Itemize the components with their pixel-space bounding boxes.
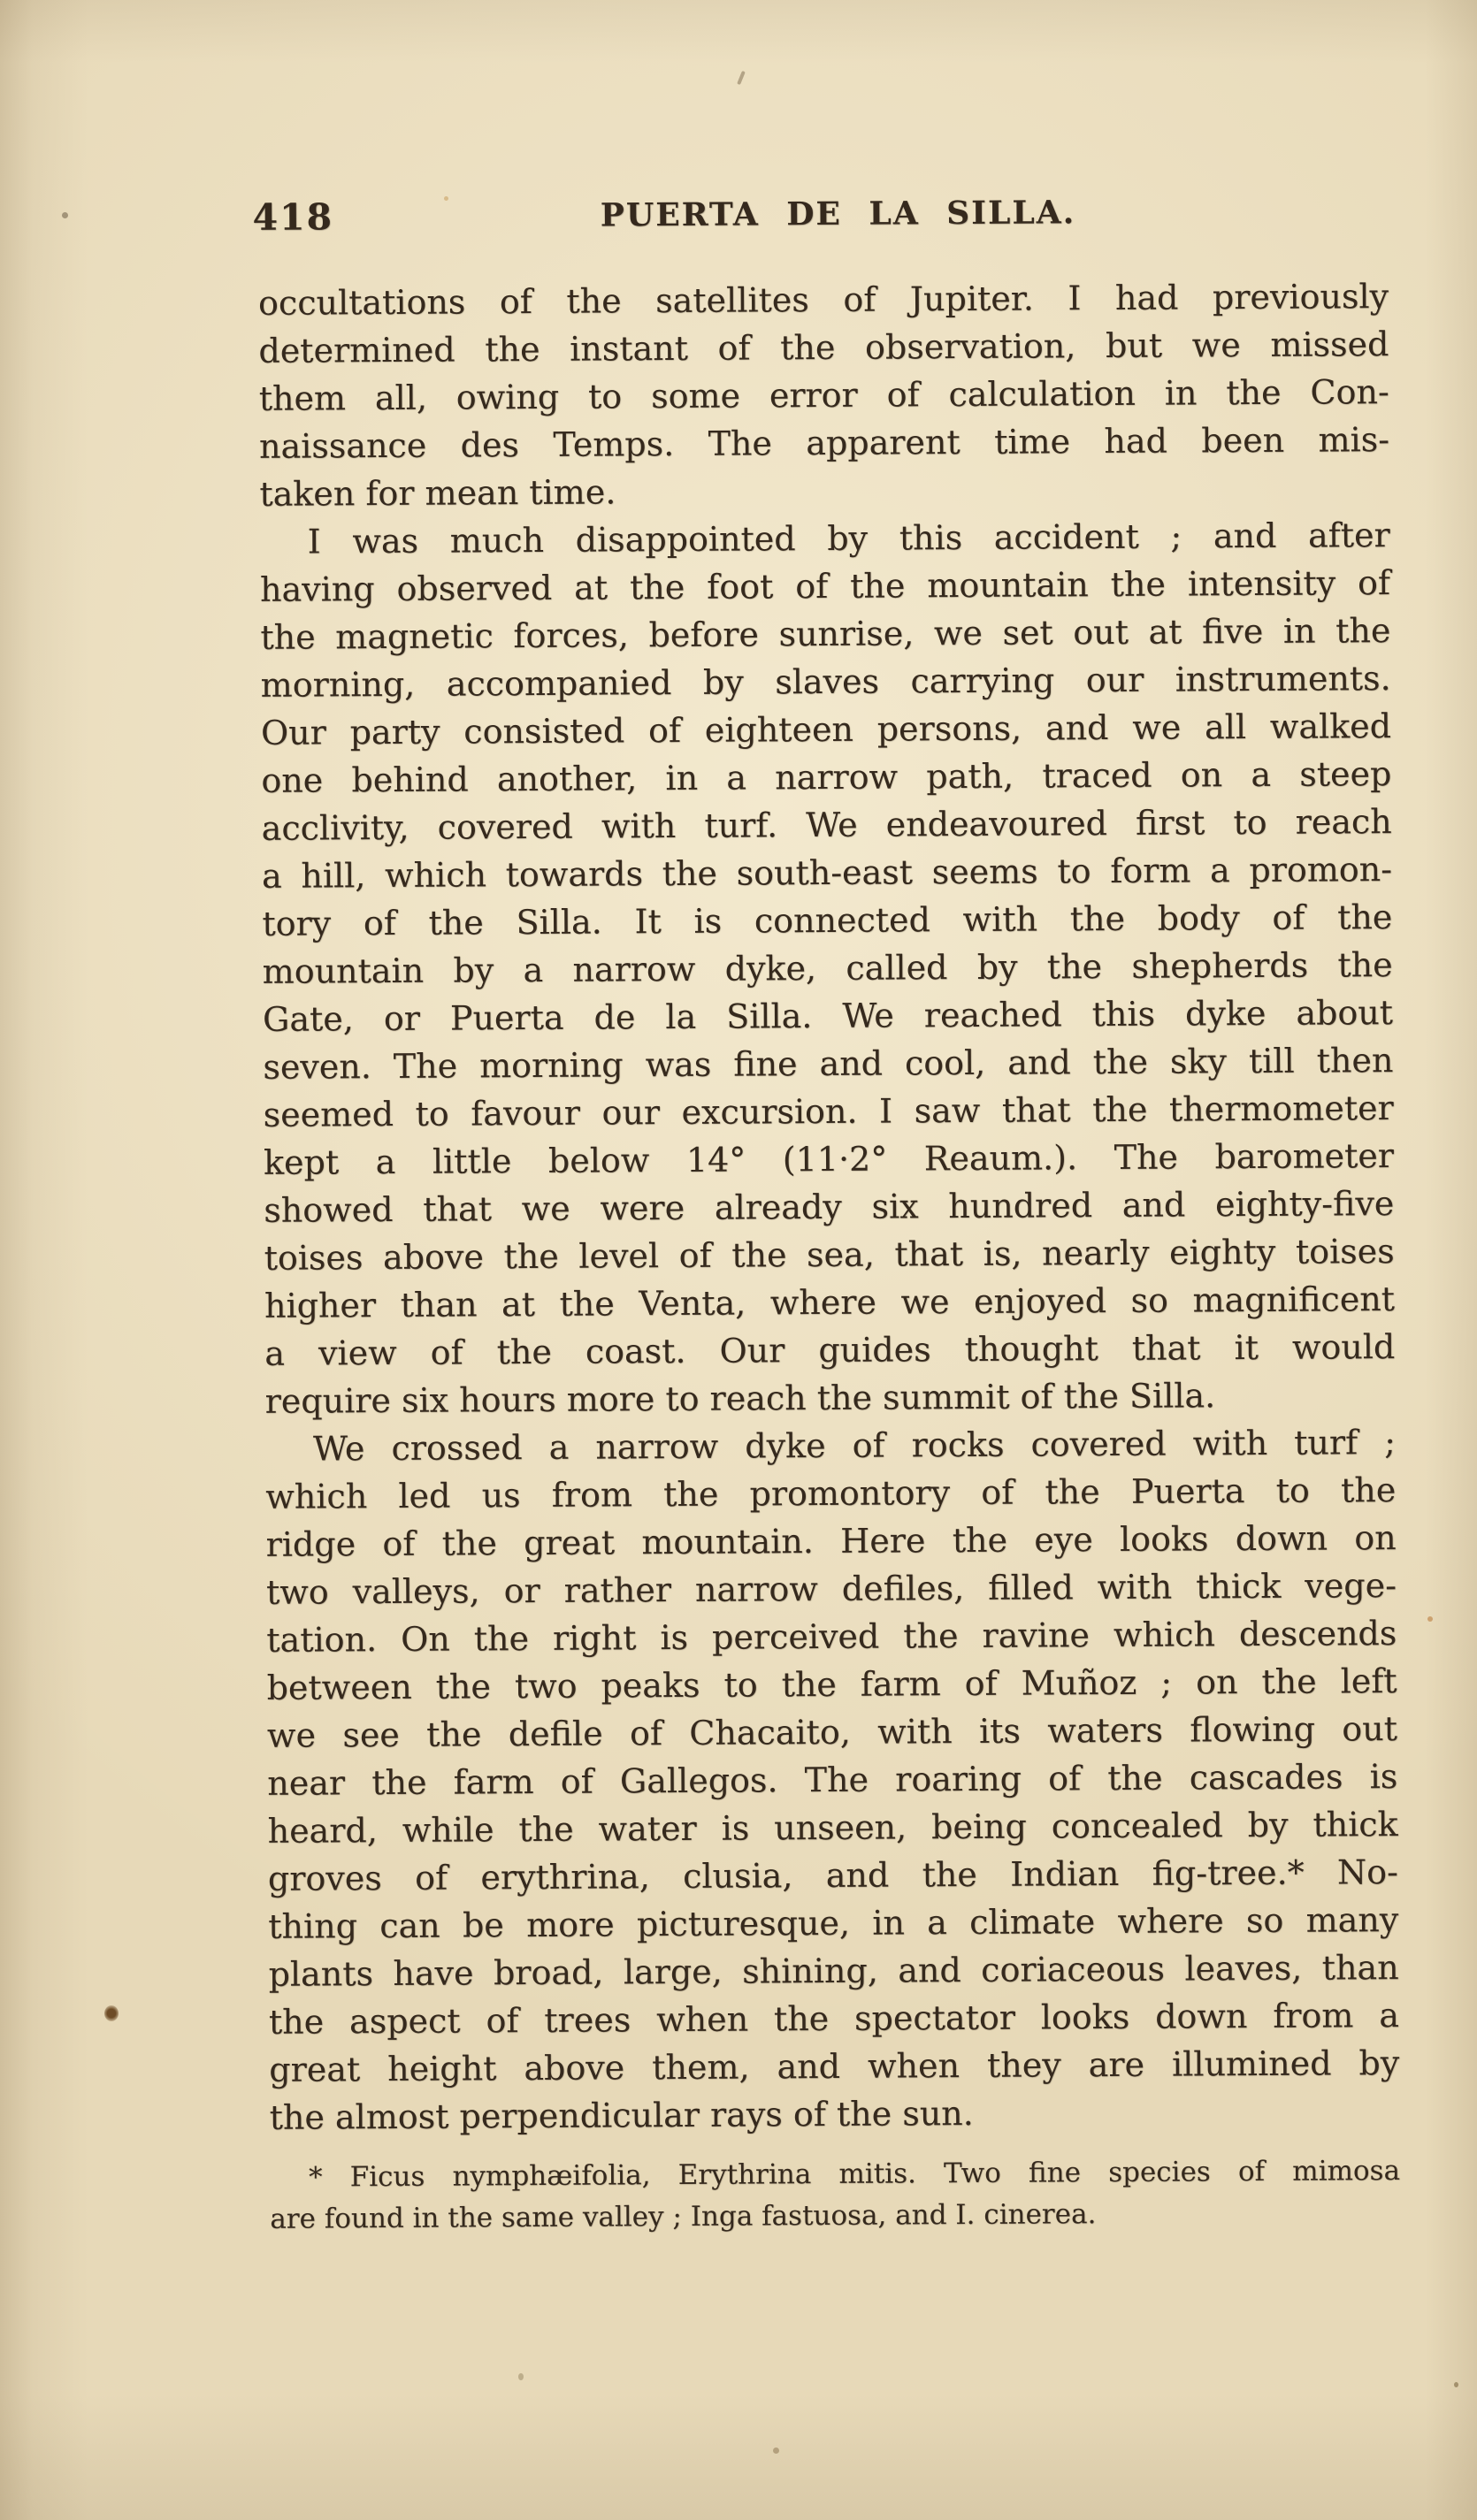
text-line: * Ficus nymphæifolia, Erythrina mitis. Two fine species of mimosa <box>308 2155 1401 2194</box>
text-line: tory of the Silla. It is connected with the body of the <box>262 897 1393 943</box>
text-line: seven. The morning was fine and cool, and the sky till then <box>263 1041 1394 1087</box>
text-line: plants have broad, large, shining, and coriaceous leaves, than <box>268 1948 1399 1994</box>
text-line: are found in the same valley ; Inga fastuosa, and I. cinerea. <box>270 2198 1097 2235</box>
paragraph <box>270 2150 1401 2241</box>
text-line: a view of the coast. Our guides thought that it would <box>264 1327 1396 1373</box>
text-line: occultations of the satellites of Jupiter. I had previously <box>257 277 1389 323</box>
running-head-row <box>252 189 1388 246</box>
paper-speck <box>444 196 448 201</box>
text-line: naissance des Temps. The apparent time had been mis- <box>258 420 1390 466</box>
text-line: great height above them, and when they are illumined by <box>269 2043 1400 2089</box>
text-line: thing can be more picturesque, in a climate where so many <box>268 1900 1399 1946</box>
text-line: one behind another, in a narrow path, traced on a steep <box>261 754 1392 800</box>
text-line: two valleys, or rather narrow defiles, filled with thick vege- <box>265 1566 1397 1612</box>
footnote <box>270 2150 1401 2241</box>
paragraph <box>258 272 1390 518</box>
text-line: groves of erythrina, clusia, and the Indian fig-tree.* No- <box>267 1852 1399 1898</box>
paper-speck <box>62 212 68 218</box>
text-line: toises above the level of the sea, that is, nearly eighty toises <box>264 1232 1395 1278</box>
text-line: I was much disappointed by this accident ; and after <box>307 515 1390 561</box>
paragraph <box>260 511 1396 1425</box>
text-line: between the two peaks to the farm of Muñoz ; on the left <box>266 1661 1397 1707</box>
text-line: the aspect of trees when the spectator looks down from a <box>268 1996 1400 2042</box>
text-line: taken for mean time. <box>259 472 616 514</box>
text-line: acclivity, covered with turf. We endeavoured first to reach <box>261 802 1392 848</box>
text-line: a hill, which towards the south-east seems to form a promon- <box>261 850 1393 896</box>
text-line: heard, while the water is unseen, being concealed by thick <box>267 1805 1398 1851</box>
text-line: require six hours more to reach the summit of the Silla. <box>264 1376 1216 1421</box>
text-line: which led us from the promontory of the Puerta to the <box>265 1470 1397 1516</box>
text-line: kept a little below 14° (11·2° Reaum.). The barometer <box>263 1136 1395 1182</box>
text-line: having observed at the foot of the mountain the intensity of <box>259 563 1391 609</box>
text-line: determined the instant of the observation, but we missed <box>258 325 1389 370</box>
text-line: them all, owing to some error of calculation in the Con- <box>258 372 1389 418</box>
text-line: near the farm of Gallegos. The roaring of the cascades is <box>267 1757 1398 1803</box>
text-line: the magnetic forces, before sunrise, we set out at five in the <box>260 611 1391 657</box>
text-line: we see the defile of Chacaito, with its waters flowing out <box>266 1709 1398 1755</box>
paper-speck <box>1427 1616 1433 1622</box>
text-line: seemed to favour our excursion. I saw that the thermometer <box>263 1088 1394 1134</box>
text-line: ridge of the great mountain. Here the eye looks down on <box>265 1518 1397 1564</box>
text-line: Gate, or Puerta de la Silla. We reached this dyke about <box>262 993 1394 1039</box>
text-line: We crossed a narrow dyke of rocks covered with turf ; <box>312 1423 1397 1469</box>
text-line: mountain by a narrow dyke, called by the shepherds the <box>262 945 1393 991</box>
paper-speck <box>104 2005 119 2021</box>
page-number: 418 <box>252 195 334 239</box>
text-line: the almost perpendicular rays of the sun. <box>269 2093 974 2137</box>
paper-speck <box>518 2373 524 2380</box>
paper-speck <box>1454 2382 1458 2387</box>
text-line: Our party consisted of eighteen persons, and we all walked <box>260 706 1392 752</box>
text-line: showed that we were already six hundred and eighty-five <box>264 1184 1395 1230</box>
paper-speck <box>773 2447 779 2454</box>
text-line: tation. On the right is perceived the ravine which descends <box>266 1614 1397 1660</box>
paragraph <box>265 1418 1400 2142</box>
text-line: morning, accompanied by slaves carrying our instruments. <box>260 659 1391 705</box>
running-header: PUERTA DE LA SILLA. <box>600 194 1076 234</box>
text-line: higher than at the Venta, where we enjoyed so magnificent <box>264 1279 1396 1325</box>
body-text <box>258 272 1400 2142</box>
